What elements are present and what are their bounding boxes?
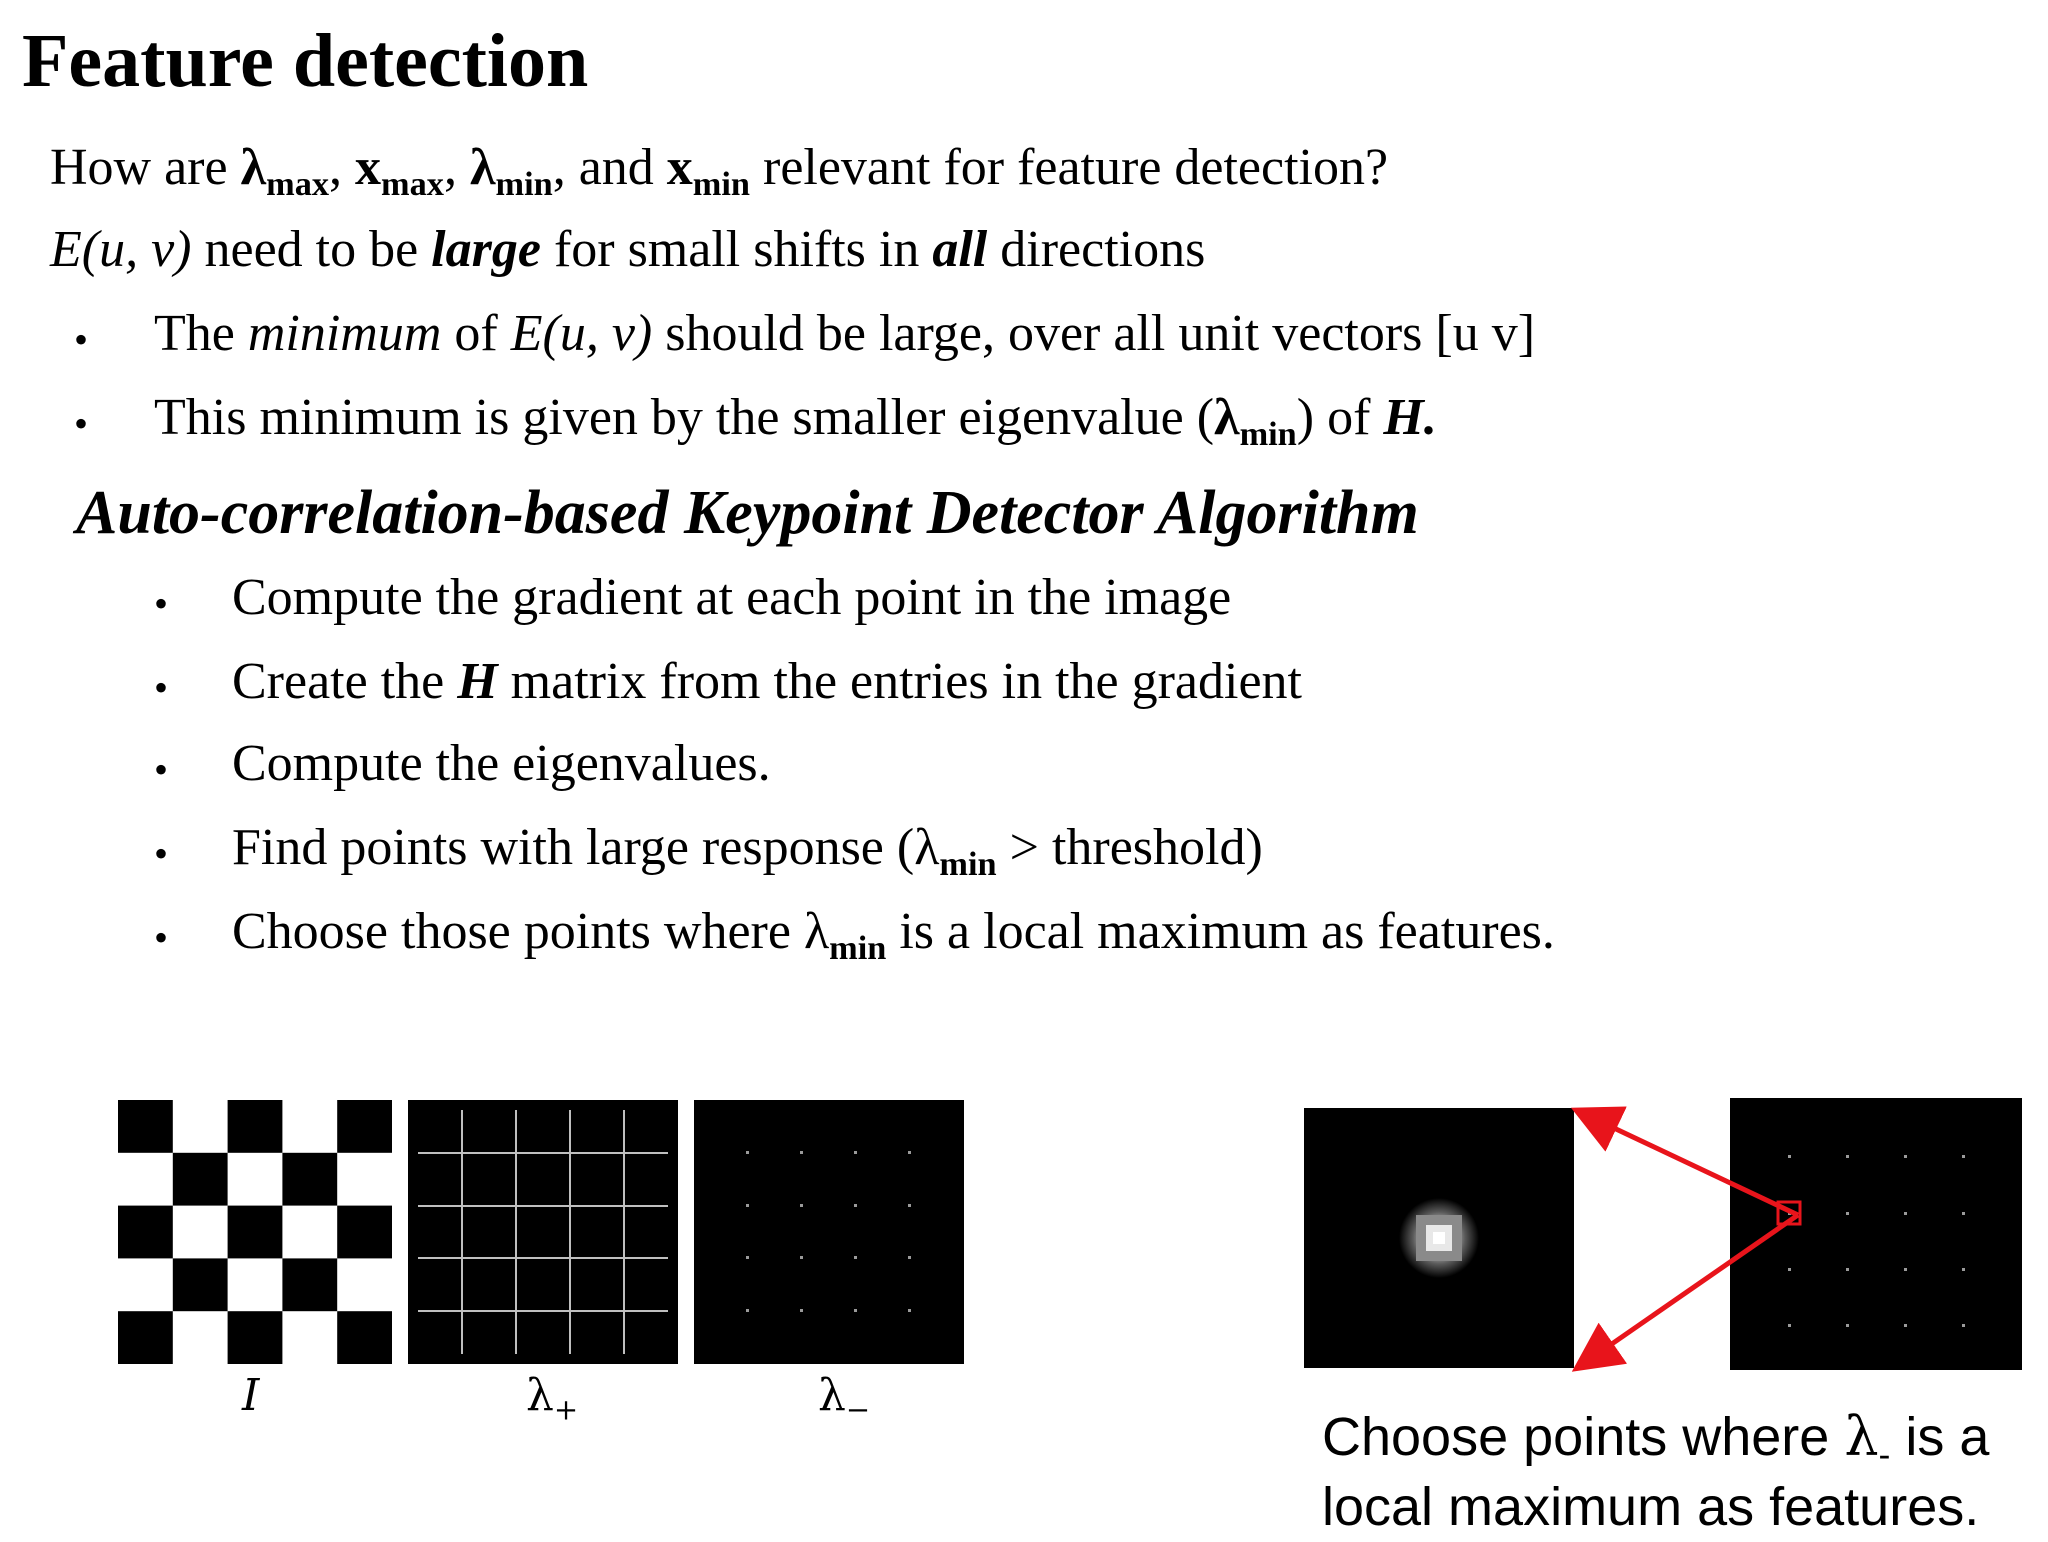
bullet-text: should be large, over all unit vectors [u v] (652, 305, 1536, 362)
lambda-symbol: λ (1214, 389, 1240, 446)
lambda-symbol: λ (240, 139, 267, 196)
bullet-text: of (441, 305, 511, 362)
zoom-arrows (1570, 1100, 1810, 1380)
caption-text: Choose points where (1322, 1407, 1845, 1467)
algorithm-step-4 (232, 819, 1263, 883)
h-matrix-term: H (457, 653, 498, 710)
step-text: matrix from the entries in the gradient (497, 653, 1302, 710)
comma: , (552, 139, 566, 196)
caption-text: is a (1890, 1407, 1990, 1467)
lambda-symbol: λ (914, 819, 940, 876)
minimum-emphasis: minimum (247, 305, 442, 362)
caption-line-2: local maximum as features. (1322, 1477, 1980, 1537)
comma: , (443, 139, 457, 196)
bullet-minimum (154, 305, 1536, 362)
checkerboard-image (118, 1100, 392, 1364)
all-emphasis: all (932, 221, 988, 278)
h-matrix-term: H. (1383, 389, 1437, 446)
intro-text-and: and (578, 139, 667, 196)
step-text: Find points with large response ( (232, 819, 915, 876)
caption-lambda-plus (526, 1370, 579, 1427)
step-text: is a local maximum as features. (886, 903, 1555, 960)
lambda-symbol: λ (469, 139, 496, 196)
sub-max: max (381, 164, 444, 203)
euv-term: E(u, v) (510, 305, 653, 362)
lambda-symbol: λ (1844, 1405, 1879, 1468)
algorithm-step-1: Compute the gradient at each point in the image (232, 569, 1232, 626)
bullet-dot: • (74, 401, 89, 446)
step-text: > threshold) (996, 819, 1263, 876)
bullet-text: This minimum is given by the smaller eigenvalue ( (154, 389, 1215, 446)
intro-text-rest: relevant for feature detection? (750, 139, 1389, 196)
intro-text-how: How are (50, 139, 241, 196)
sub-minus: − (845, 1392, 871, 1427)
algorithm-step-3: Compute the eigenvalues. (232, 735, 771, 792)
caption-image-i: I (242, 1370, 260, 1421)
caption-line-1 (1322, 1402, 1990, 1475)
lambda-symbol: λ (803, 903, 830, 960)
comma: , (329, 139, 343, 196)
bullet-dot: • (154, 831, 169, 876)
requirement-text: need to be (191, 221, 432, 278)
bullet-dot: • (154, 665, 169, 710)
requirement-text: for small shifts in (540, 221, 933, 278)
sub-min: min (939, 844, 997, 883)
lambda-symbol: λ (526, 1370, 554, 1421)
lambda-symbol: λ (818, 1370, 846, 1421)
step-text: Choose those points where (232, 903, 804, 960)
requirement-text: directions (987, 221, 1206, 278)
lambda-minus-image (694, 1100, 964, 1364)
intro-question (50, 139, 1389, 203)
algorithm-heading: Auto-correlation-based Keypoint Detector Algorithm (76, 479, 1419, 547)
algorithm-step-5 (232, 903, 1555, 967)
page-title: Feature detection (22, 19, 589, 103)
sub-min: min (829, 928, 887, 967)
bullet-dot: • (154, 747, 169, 792)
bullet-text: ) of (1296, 389, 1384, 446)
right-figure-caption (1322, 1402, 1989, 1542)
bullet-eigenvalue (154, 389, 1437, 453)
large-emphasis: large (431, 221, 541, 278)
sub-min: min (692, 164, 750, 203)
requirement-line (50, 221, 1206, 278)
sub-max: max (266, 164, 330, 203)
algorithm-step-2 (232, 653, 1302, 710)
lambda-plus-image (408, 1100, 678, 1364)
bullet-dot: • (154, 915, 169, 960)
sub-plus: + (553, 1392, 579, 1427)
step-text: Create the (232, 653, 458, 710)
bullet-dot: • (74, 317, 89, 362)
sub-min: min (495, 164, 553, 203)
caption-lambda-minus (818, 1370, 871, 1427)
sub-min: min (1239, 414, 1297, 453)
bullet-dot: • (154, 581, 169, 626)
bullet-text: The (154, 305, 248, 362)
x-symbol: x (355, 139, 382, 196)
euv-term: E(u, v) (50, 221, 192, 278)
x-symbol: x (666, 139, 693, 196)
zoomed-maximum-image (1304, 1108, 1574, 1368)
sub-minus: - (1878, 1434, 1891, 1475)
